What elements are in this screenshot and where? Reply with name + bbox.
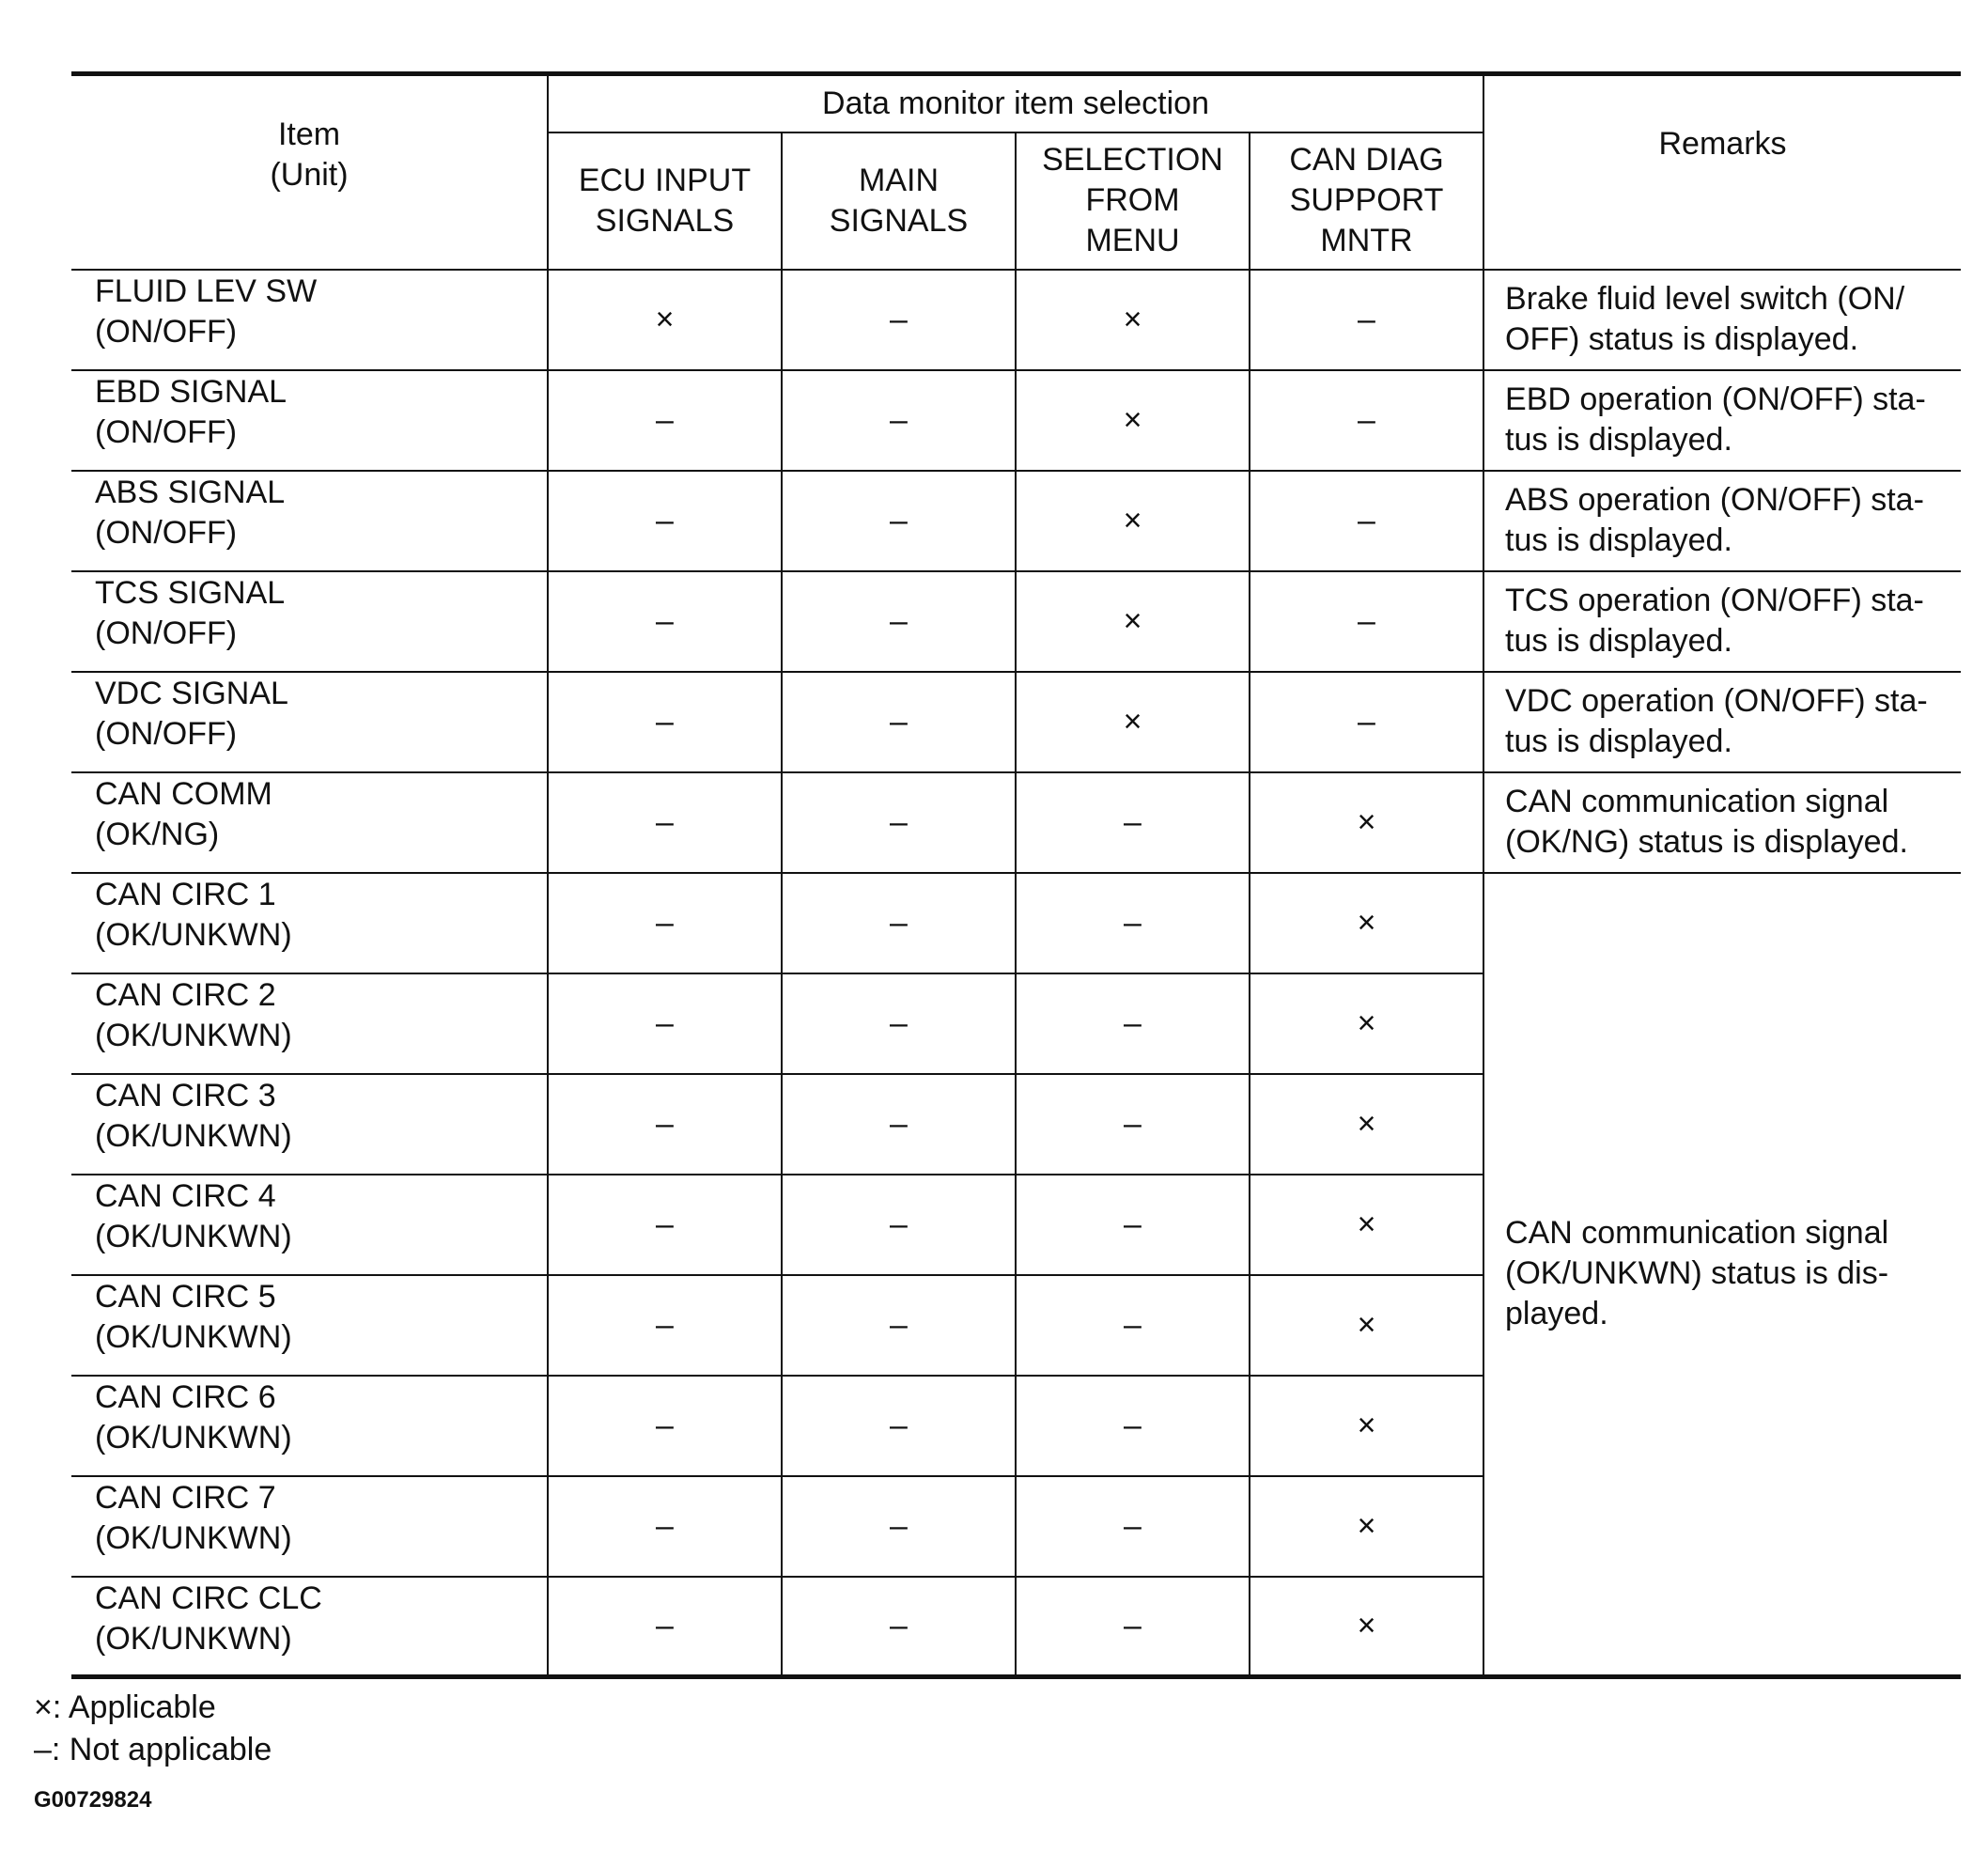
mark-cell: – — [1016, 1476, 1250, 1577]
mark-cell: – — [548, 1376, 782, 1476]
mark-cell: – — [1016, 873, 1250, 973]
item-cell: CAN COMM (OK/NG) — [71, 772, 548, 873]
item-cell: CAN CIRC 2 (OK/UNKWN) — [71, 973, 548, 1074]
mark-cell: – — [782, 873, 1016, 973]
mark-cell: – — [548, 1175, 782, 1275]
mark-cell: – — [1250, 270, 1483, 370]
item-cell: CAN CIRC 5 (OK/UNKWN) — [71, 1275, 548, 1376]
item-cell: CAN CIRC 6 (OK/UNKWN) — [71, 1376, 548, 1476]
mark-cell: × — [1250, 1175, 1483, 1275]
mark-cell: – — [1250, 370, 1483, 471]
item-cell: CAN CIRC 3 (OK/UNKWN) — [71, 1074, 548, 1175]
mark-cell: – — [1016, 1577, 1250, 1677]
mark-cell: – — [548, 1476, 782, 1577]
table-row — [71, 571, 1961, 672]
mark-cell: × — [1016, 471, 1250, 571]
mark-cell: – — [548, 1074, 782, 1175]
item-cell: CAN CIRC 1 (OK/UNKWN) — [71, 873, 548, 973]
item-cell: VDC SIGNAL (ON/OFF) — [71, 672, 548, 772]
legend-not-applicable: –: Not applicable — [34, 1732, 272, 1767]
main-signals-header: MAIN SIGNALS — [782, 132, 1016, 270]
mark-cell: – — [782, 772, 1016, 873]
mark-cell: × — [1250, 973, 1483, 1074]
item-unit-header: Item (Unit) — [71, 74, 548, 270]
mark-cell: × — [1250, 1577, 1483, 1677]
remarks-cell: CAN communication signal (OK/NG) status is displayed. — [1483, 772, 1961, 873]
mark-cell: × — [1250, 1275, 1483, 1376]
mark-cell: × — [1250, 1074, 1483, 1175]
item-cell: EBD SIGNAL (ON/OFF) — [71, 370, 548, 471]
mark-cell: – — [782, 1275, 1016, 1376]
selection-from-menu-header: SELECTION FROM MENU — [1016, 132, 1250, 270]
mark-cell: – — [1016, 1175, 1250, 1275]
table-row — [71, 370, 1961, 471]
table-row — [71, 873, 1961, 973]
remarks-cell: TCS operation (ON/OFF) sta- tus is displayed. — [1483, 571, 1961, 672]
mark-cell: – — [782, 973, 1016, 1074]
data-monitor-group-header: Data monitor item selection — [548, 74, 1483, 132]
figure-id: G00729824 — [34, 1787, 152, 1813]
mark-cell: – — [1250, 672, 1483, 772]
mark-cell: – — [1250, 571, 1483, 672]
can-diag-support-mntr-header: CAN DIAG SUPPORT MNTR — [1250, 132, 1483, 270]
mark-cell: – — [548, 571, 782, 672]
mark-cell: – — [548, 873, 782, 973]
mark-cell: – — [782, 270, 1016, 370]
mark-cell: – — [1016, 772, 1250, 873]
item-cell: CAN CIRC 7 (OK/UNKWN) — [71, 1476, 548, 1577]
remarks-cell: EBD operation (ON/OFF) sta- tus is displayed. — [1483, 370, 1961, 471]
table-row — [71, 772, 1961, 873]
remarks-header: Remarks — [1483, 74, 1961, 270]
mark-cell: – — [548, 471, 782, 571]
mark-cell: × — [1016, 571, 1250, 672]
mark-cell: – — [548, 1577, 782, 1677]
mark-cell: – — [548, 370, 782, 471]
mark-cell: – — [782, 1376, 1016, 1476]
mark-cell: – — [782, 571, 1016, 672]
mark-cell: × — [1250, 1376, 1483, 1476]
mark-cell: – — [782, 1175, 1016, 1275]
item-cell: ABS SIGNAL (ON/OFF) — [71, 471, 548, 571]
table-row — [71, 672, 1961, 772]
mark-cell: – — [782, 370, 1016, 471]
remarks-cell: VDC operation (ON/OFF) sta- tus is displayed. — [1483, 672, 1961, 772]
item-cell: CAN CIRC CLC (OK/UNKWN) — [71, 1577, 548, 1677]
mark-cell: – — [782, 1074, 1016, 1175]
legend-applicable: ×: Applicable — [34, 1689, 216, 1725]
mark-cell: × — [1250, 873, 1483, 973]
mark-cell: – — [548, 772, 782, 873]
table-row — [71, 270, 1961, 370]
table-row — [71, 471, 1961, 571]
mark-cell: × — [1250, 1476, 1483, 1577]
remarks-cell: Brake fluid level switch (ON/ OFF) status is displayed. — [1483, 270, 1961, 370]
item-cell: FLUID LEV SW (ON/OFF) — [71, 270, 548, 370]
mark-cell: – — [1016, 1074, 1250, 1175]
mark-cell: × — [548, 270, 782, 370]
mark-cell: – — [782, 1476, 1016, 1577]
mark-cell: – — [782, 1577, 1016, 1677]
mark-cell: – — [782, 471, 1016, 571]
item-cell: TCS SIGNAL (ON/OFF) — [71, 571, 548, 672]
mark-cell: – — [782, 672, 1016, 772]
mark-cell: – — [1016, 1275, 1250, 1376]
data-monitor-table — [71, 71, 1961, 1679]
table-header — [71, 74, 1961, 270]
merged-remarks-cell: CAN communication signal (OK/UNKWN) status is dis- played. — [1483, 873, 1961, 1677]
mark-cell: – — [1250, 471, 1483, 571]
ecu-input-signals-header: ECU INPUT SIGNALS — [548, 132, 782, 270]
mark-cell: × — [1250, 772, 1483, 873]
mark-cell: – — [548, 1275, 782, 1376]
mark-cell: – — [1016, 973, 1250, 1074]
mark-cell: – — [1016, 1376, 1250, 1476]
remarks-cell: ABS operation (ON/OFF) sta- tus is displayed. — [1483, 471, 1961, 571]
item-cell: CAN CIRC 4 (OK/UNKWN) — [71, 1175, 548, 1275]
mark-cell: × — [1016, 672, 1250, 772]
table-body — [71, 270, 1961, 1677]
mark-cell: – — [548, 672, 782, 772]
mark-cell: × — [1016, 370, 1250, 471]
mark-cell: × — [1016, 270, 1250, 370]
mark-cell: – — [548, 973, 782, 1074]
